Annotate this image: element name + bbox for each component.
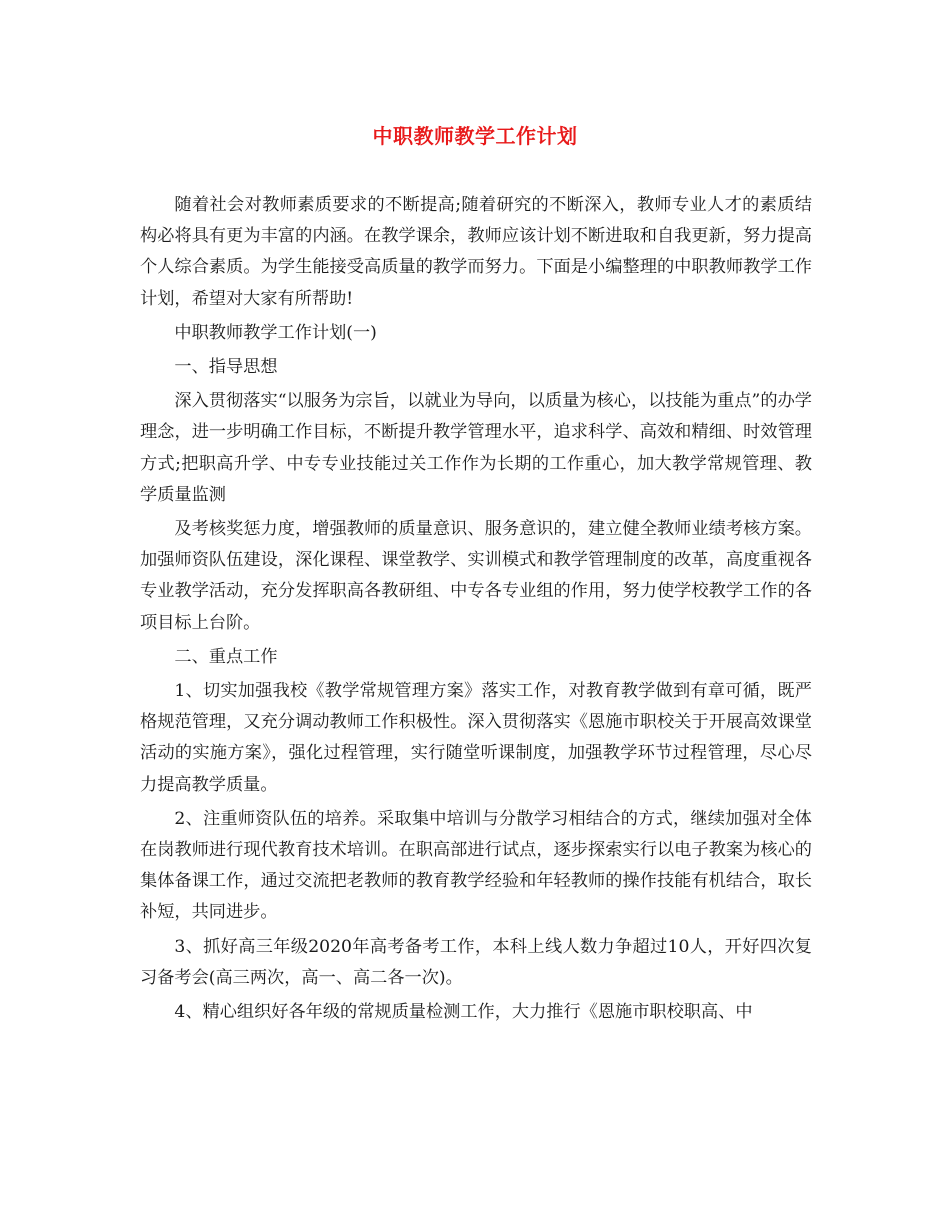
paragraph-guiding-ideology: 深入贯彻落实“以服务为宗旨，以就业为导向，以质量为核心，以技能为重点”的办学理念，进一步明确工作目标，不断提升教学管理水平，追求科学、高效和精细、时效管理方式;把职高升学、中专专业技能过关工作作为长期的工作重心，加大教学常规管理、教学质量监测: [140, 391, 812, 505]
paragraph-intro: 随着社会对教师素质要求的不断提高;随着研究的不断深入，教师专业人才的素质结构必将具有更为丰富的内涵。在教学课余，教师应该计划不断进取和自我更新，努力提高个人综合素质。为学生能接受高质量的教学而努力。下面是小编整理的中职教师教学工作计划，希望对大家有所帮助!: [140, 195, 812, 309]
paragraph-key-work-3: 3、抓好高三年级2020年高考备考工作，本科上线人数力争超过10人，开好四次复习备考会(高三两次，高一、高二各一次)。: [140, 936, 812, 988]
section-heading-key-work: 二、重点工作: [174, 646, 278, 667]
section-heading-guiding-ideology: 一、指导思想: [174, 357, 278, 378]
paragraph-guiding-ideology-cont: 及考核奖惩力度，增强教师的质量意识、服务意识的，建立健全教师业绩考核方案。加强师资队伍建设，深化课程、课堂教学、实训模式和教学管理制度的改革，高度重视各专业教学活动，充分发挥职高各教研组、中专各专业组的作用，努力使学校教学工作的各项目标上台阶。: [140, 519, 812, 633]
paragraph-plan-heading: 中职教师教学工作计划(一): [174, 322, 377, 343]
document-body: [140, 190, 812, 1031]
paragraph-key-work-1: 1、切实加强我校《教学常规管理方案》落实工作，对教育教学做到有章可循，既严格规范管理，又充分调动教师工作积极性。深入贯彻落实《恩施市职校关于开展高效课堂活动的实施方案》，强化过程管理，实行随堂听课制度，加强教学环节过程管理，尽心尽力提高教学质量。: [140, 681, 812, 795]
paragraph-key-work-4: 4、精心组织好各年级的常规质量检测工作，大力推行《恩施市职校职高、中: [174, 1002, 753, 1023]
paragraph-key-work-2: 2、注重师资队伍的培养。采取集中培训与分散学习相结合的方式，继续加强对全体在岗教师进行现代教育技术培训。在职高部进行试点，逐步探索实行以电子教案为核心的集体备课工作，通过交流把老教师的教育教学经验和年轻教师的操作技能有机结合，取长补短，共同进步。: [140, 808, 812, 923]
document-title: 中职教师教学工作计划: [372, 124, 578, 148]
